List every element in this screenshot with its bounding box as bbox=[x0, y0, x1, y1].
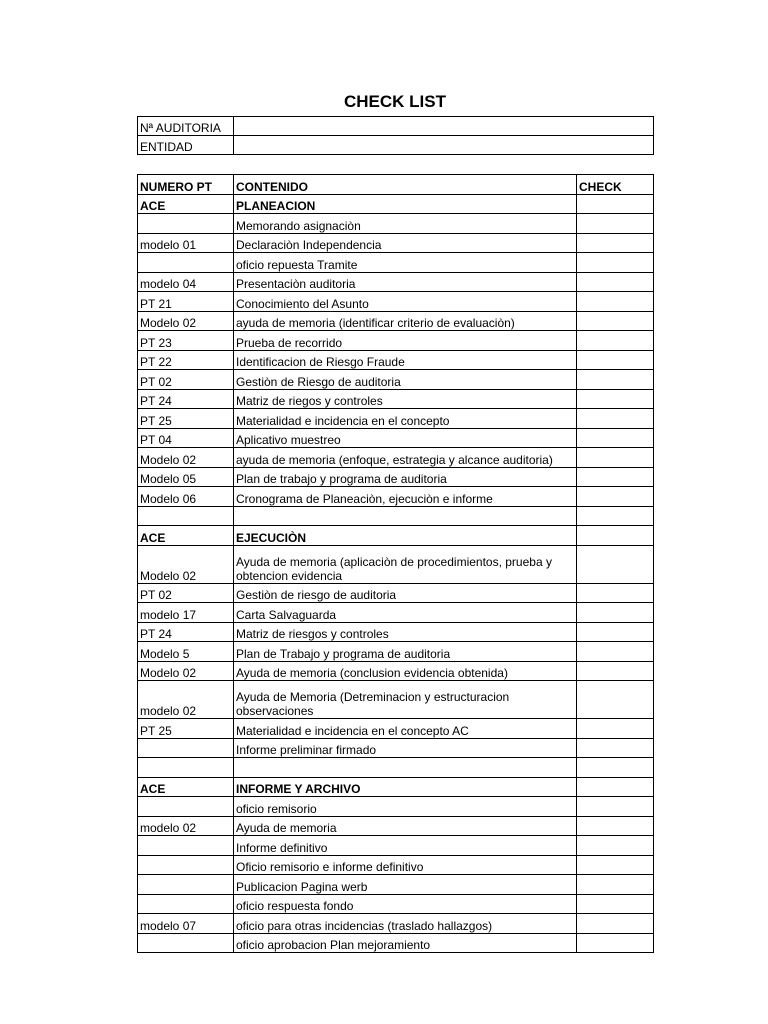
table-row bbox=[138, 719, 654, 739]
table-row bbox=[138, 894, 654, 914]
numero-pt-cell: modelo 07 bbox=[138, 914, 234, 934]
check-cell[interactable] bbox=[577, 194, 654, 214]
contenido-cell: Ayuda de memoria (conclusion evidencia obtenida) bbox=[234, 661, 577, 681]
check-cell[interactable] bbox=[577, 914, 654, 934]
contenido-cell: oficio respuesta fondo bbox=[234, 894, 577, 914]
table-row bbox=[138, 758, 654, 778]
numero-pt-cell: Modelo 5 bbox=[138, 642, 234, 662]
table-row bbox=[138, 603, 654, 623]
check-cell[interactable] bbox=[577, 797, 654, 817]
table-row bbox=[138, 233, 654, 253]
table-row bbox=[138, 836, 654, 856]
numero-pt-cell bbox=[138, 933, 234, 953]
table-row bbox=[138, 350, 654, 370]
check-cell[interactable] bbox=[577, 350, 654, 370]
check-cell[interactable] bbox=[577, 409, 654, 429]
check-cell[interactable] bbox=[577, 233, 654, 253]
contenido-cell: Prueba de recorrido bbox=[234, 331, 577, 351]
check-cell[interactable] bbox=[577, 370, 654, 390]
contenido-cell: Carta Salvaguarda bbox=[234, 603, 577, 623]
numero-pt-cell bbox=[138, 875, 234, 895]
audit-number-row bbox=[138, 117, 654, 136]
numero-pt-cell: Modelo 06 bbox=[138, 487, 234, 507]
contenido-cell: oficio repuesta Tramite bbox=[234, 253, 577, 273]
table-row bbox=[138, 311, 654, 331]
numero-pt-cell: PT 24 bbox=[138, 622, 234, 642]
table-row bbox=[138, 642, 654, 662]
check-cell[interactable] bbox=[577, 331, 654, 351]
contenido-cell: Memorando asignaciòn bbox=[234, 214, 577, 234]
table-row bbox=[138, 797, 654, 817]
contenido-cell: oficio para otras incidencias (traslado hallazgos) bbox=[234, 914, 577, 934]
check-cell[interactable] bbox=[577, 272, 654, 292]
numero-pt-cell: PT 04 bbox=[138, 428, 234, 448]
numero-pt-cell bbox=[138, 506, 234, 526]
table-row bbox=[138, 622, 654, 642]
check-cell[interactable] bbox=[577, 816, 654, 836]
contenido-cell: INFORME Y ARCHIVO bbox=[234, 777, 577, 797]
contenido-cell: Ayuda de memoria bbox=[234, 816, 577, 836]
entity-row bbox=[138, 136, 654, 155]
contenido-cell: Aplicativo muestreo bbox=[234, 428, 577, 448]
table-row bbox=[138, 487, 654, 507]
table-row bbox=[138, 272, 654, 292]
table-row bbox=[138, 253, 654, 273]
numero-pt-cell bbox=[138, 797, 234, 817]
audit-number-label: Nª AUDITORIA bbox=[138, 117, 234, 136]
numero-pt-cell: PT 25 bbox=[138, 719, 234, 739]
contenido-cell: Oficio remisorio e informe definitivo bbox=[234, 855, 577, 875]
check-cell[interactable] bbox=[577, 875, 654, 895]
check-cell[interactable] bbox=[577, 389, 654, 409]
contenido-cell: Publicacion Pagina werb bbox=[234, 875, 577, 895]
numero-pt-cell: ACE bbox=[138, 777, 234, 797]
numero-pt-cell: ACE bbox=[138, 194, 234, 214]
contenido-cell: Cronograma de Planeaciòn, ejecuciòn e informe bbox=[234, 487, 577, 507]
check-cell[interactable] bbox=[577, 622, 654, 642]
numero-pt-cell: modelo 17 bbox=[138, 603, 234, 623]
numero-pt-cell: Modelo 02 bbox=[138, 661, 234, 681]
numero-pt-cell: PT 02 bbox=[138, 370, 234, 390]
checklist-header-row bbox=[138, 175, 654, 195]
table-row bbox=[138, 448, 654, 468]
check-cell[interactable] bbox=[577, 448, 654, 468]
table-row bbox=[138, 467, 654, 487]
numero-pt-cell: Modelo 02 bbox=[138, 545, 234, 583]
table-row bbox=[138, 933, 654, 953]
table-row bbox=[138, 681, 654, 719]
numero-pt-cell: PT 02 bbox=[138, 583, 234, 603]
numero-pt-cell bbox=[138, 758, 234, 778]
numero-pt-cell: Modelo 02 bbox=[138, 448, 234, 468]
check-cell[interactable] bbox=[577, 526, 654, 546]
check-cell[interactable] bbox=[577, 311, 654, 331]
entity-label: ENTIDAD bbox=[138, 136, 234, 155]
numero-pt-cell bbox=[138, 855, 234, 875]
numero-pt-cell: modelo 02 bbox=[138, 681, 234, 719]
table-row bbox=[138, 370, 654, 390]
table-row bbox=[138, 292, 654, 312]
contenido-cell: Plan de trabajo y programa de auditoria bbox=[234, 467, 577, 487]
contenido-cell: oficio remisorio bbox=[234, 797, 577, 817]
numero-pt-cell: PT 24 bbox=[138, 389, 234, 409]
contenido-cell: ayuda de memoria (identificar criterio de evaluaciòn) bbox=[234, 311, 577, 331]
header-numero-pt: NUMERO PT bbox=[138, 175, 234, 195]
check-cell[interactable] bbox=[577, 777, 654, 797]
numero-pt-cell: PT 23 bbox=[138, 331, 234, 351]
header-check: CHECK bbox=[577, 175, 654, 195]
contenido-cell: Identificacion de Riesgo Fraude bbox=[234, 350, 577, 370]
table-row bbox=[138, 409, 654, 429]
check-cell[interactable] bbox=[577, 467, 654, 487]
header-contenido: CONTENIDO bbox=[234, 175, 577, 195]
table-row bbox=[138, 583, 654, 603]
table-row bbox=[138, 389, 654, 409]
check-cell[interactable] bbox=[577, 661, 654, 681]
audit-info-table bbox=[137, 116, 654, 155]
check-cell[interactable] bbox=[577, 719, 654, 739]
check-cell[interactable] bbox=[577, 253, 654, 273]
numero-pt-cell bbox=[138, 214, 234, 234]
table-row bbox=[138, 816, 654, 836]
numero-pt-cell: PT 21 bbox=[138, 292, 234, 312]
contenido-cell: Matriz de riesgos y controles bbox=[234, 622, 577, 642]
numero-pt-cell bbox=[138, 738, 234, 758]
page-title: CHECK LIST bbox=[344, 92, 446, 111]
check-cell[interactable] bbox=[577, 855, 654, 875]
audit-number-field[interactable] bbox=[234, 117, 654, 136]
table-row bbox=[138, 875, 654, 895]
check-cell[interactable] bbox=[577, 642, 654, 662]
contenido-cell: Ayuda de memoria (aplicaciòn de procedimientos, prueba y obtencion evidencia bbox=[234, 545, 577, 583]
contenido-cell: Ayuda de Memoria (Detreminacion y estructuracion observaciones bbox=[234, 681, 577, 719]
contenido-cell: ayuda de memoria (enfoque, estrategia y alcance auditoria) bbox=[234, 448, 577, 468]
table-row bbox=[138, 545, 654, 583]
contenido-cell: PLANEACION bbox=[234, 194, 577, 214]
numero-pt-cell: PT 25 bbox=[138, 409, 234, 429]
check-cell[interactable] bbox=[577, 933, 654, 953]
contenido-cell: Materialidad e incidencia en el concepto AC bbox=[234, 719, 577, 739]
contenido-cell bbox=[234, 758, 577, 778]
table-row bbox=[138, 855, 654, 875]
table-row bbox=[138, 914, 654, 934]
check-cell[interactable] bbox=[577, 545, 654, 583]
table-row bbox=[138, 738, 654, 758]
table-row bbox=[138, 526, 654, 546]
numero-pt-cell: modelo 01 bbox=[138, 233, 234, 253]
contenido-cell: Declaraciòn Independencia bbox=[234, 233, 577, 253]
check-cell[interactable] bbox=[577, 894, 654, 914]
table-row bbox=[138, 777, 654, 797]
contenido-cell: Informe definitivo bbox=[234, 836, 577, 856]
numero-pt-cell: modelo 02 bbox=[138, 816, 234, 836]
check-cell[interactable] bbox=[577, 583, 654, 603]
table-row bbox=[138, 331, 654, 351]
check-cell[interactable] bbox=[577, 214, 654, 234]
contenido-cell: Informe preliminar firmado bbox=[234, 738, 577, 758]
numero-pt-cell: Modelo 02 bbox=[138, 311, 234, 331]
contenido-cell: Conocimiento del Asunto bbox=[234, 292, 577, 312]
check-cell[interactable] bbox=[577, 681, 654, 719]
numero-pt-cell: PT 22 bbox=[138, 350, 234, 370]
check-cell[interactable] bbox=[577, 836, 654, 856]
contenido-cell bbox=[234, 506, 577, 526]
check-cell[interactable] bbox=[577, 506, 654, 526]
contenido-cell: Presentaciòn auditoria bbox=[234, 272, 577, 292]
contenido-cell: EJECUCIÒN bbox=[234, 526, 577, 546]
table-row bbox=[138, 506, 654, 526]
contenido-cell: Gestiòn de riesgo de auditoria bbox=[234, 583, 577, 603]
numero-pt-cell bbox=[138, 836, 234, 856]
entity-field[interactable] bbox=[234, 136, 654, 155]
contenido-cell: Matriz de riegos y controles bbox=[234, 389, 577, 409]
contenido-cell: oficio aprobacion Plan mejoramiento bbox=[234, 933, 577, 953]
check-cell[interactable] bbox=[577, 738, 654, 758]
check-cell[interactable] bbox=[577, 758, 654, 778]
numero-pt-cell bbox=[138, 253, 234, 273]
numero-pt-cell: Modelo 05 bbox=[138, 467, 234, 487]
contenido-cell: Materialidad e incidencia en el concepto bbox=[234, 409, 577, 429]
table-row bbox=[138, 428, 654, 448]
contenido-cell: Plan de Trabajo y programa de auditoria bbox=[234, 642, 577, 662]
numero-pt-cell bbox=[138, 894, 234, 914]
checklist-table bbox=[137, 174, 654, 953]
check-cell[interactable] bbox=[577, 487, 654, 507]
numero-pt-cell: modelo 04 bbox=[138, 272, 234, 292]
numero-pt-cell: ACE bbox=[138, 526, 234, 546]
table-row bbox=[138, 661, 654, 681]
table-row bbox=[138, 194, 654, 214]
contenido-cell: Gestiòn de Riesgo de auditoria bbox=[234, 370, 577, 390]
check-cell[interactable] bbox=[577, 603, 654, 623]
check-cell[interactable] bbox=[577, 428, 654, 448]
table-row bbox=[138, 214, 654, 234]
check-cell[interactable] bbox=[577, 292, 654, 312]
